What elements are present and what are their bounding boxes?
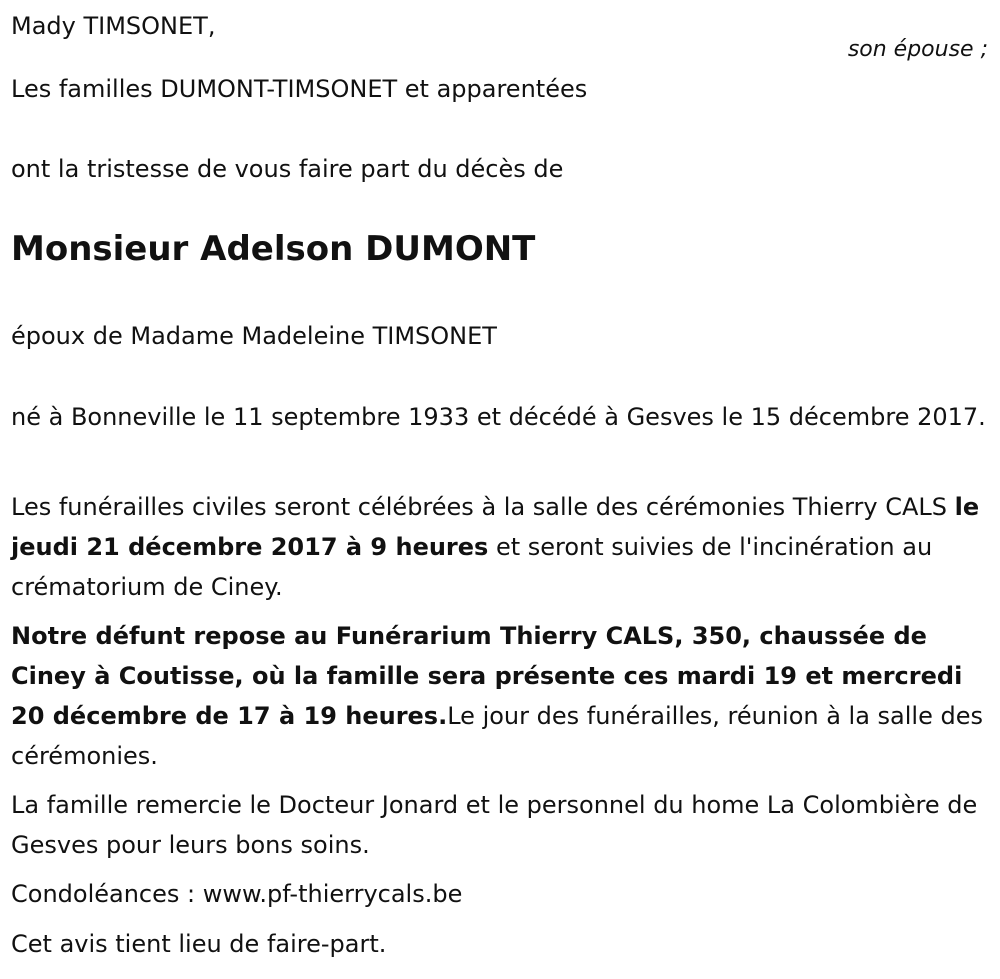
first-relative: Mady TIMSONET, bbox=[11, 12, 216, 40]
intro-line: ont la tristesse de vous faire part du décès de bbox=[11, 155, 564, 183]
first-relative-role: son épouse ; bbox=[847, 37, 988, 62]
condolences-line: Condoléances : www.pf-thierrycals.be bbox=[11, 880, 463, 908]
funeral-date: le jeudi 21 décembre 2017 à 9 heures bbox=[11, 493, 980, 561]
viewing-text-after: Le jour des funérailles, réunion à la salle des cérémonies. bbox=[11, 702, 983, 770]
spouse-line: époux de Madame Madeleine TIMSONET bbox=[11, 322, 497, 350]
thanks-paragraph: La famille remercie le Docteur Jonard et le personnel du home La Colombière de Gesves pour leurs bons soins. bbox=[11, 791, 978, 859]
viewing-paragraph bbox=[11, 616, 986, 776]
closing-line: Cet avis tient lieu de faire-part. bbox=[11, 930, 387, 958]
funeral-paragraph bbox=[11, 487, 986, 607]
viewing-details: Notre défunt repose au Funérarium Thierry CALS, 350, chaussée de Ciney à Coutisse, où la famille sera présente ces mardi 19 et mercredi 20 décembre de 17 à 19 heures. bbox=[11, 622, 963, 730]
funeral-text-after: et seront suivies de l'incinération au crématorium de Ciney. bbox=[11, 533, 933, 601]
families-line: Les familles DUMONT-TIMSONET et apparentées bbox=[11, 75, 588, 103]
deceased-name: Monsieur Adelson DUMONT bbox=[11, 229, 536, 269]
funeral-text-before: Les funérailles civiles seront célébrées à la salle des cérémonies Thierry CALS bbox=[11, 493, 955, 521]
birth-death-paragraph: né à Bonneville le 11 septembre 1933 et décédé à Gesves le 15 décembre 2017. bbox=[11, 403, 986, 431]
